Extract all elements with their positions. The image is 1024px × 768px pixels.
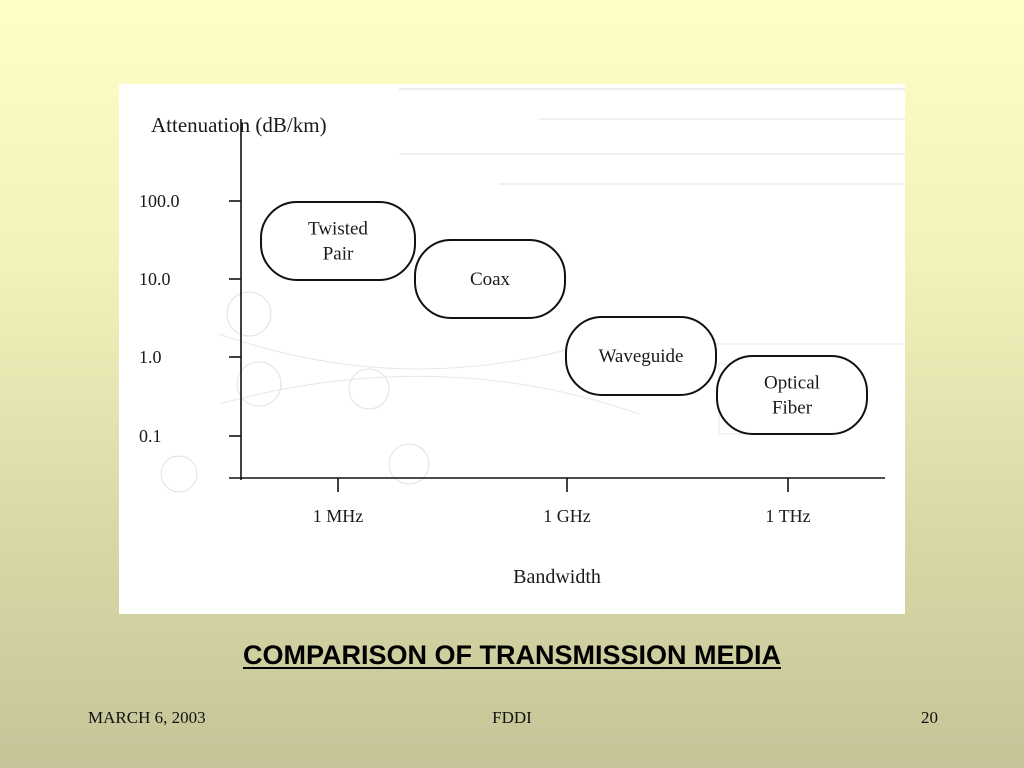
media-box-label: Twisted — [308, 218, 368, 240]
footer-date: MARCH 6, 2003 — [88, 708, 206, 727]
y-tick-label: 10.0 — [139, 269, 171, 289]
y-tick-label: 100.0 — [139, 191, 180, 211]
y-tick-label: 0.1 — [139, 426, 162, 446]
x-ticks — [313, 478, 811, 526]
x-axis-label: Bandwidth — [513, 566, 601, 588]
media-box — [566, 317, 716, 395]
media-box — [261, 202, 415, 280]
y-ticks — [139, 191, 241, 446]
footer-title: FDDI — [492, 708, 532, 727]
figure-svg — [119, 84, 905, 614]
media-box-label: Pair — [322, 243, 354, 265]
x-tick-label: 1 MHz — [312, 506, 364, 526]
caption-text: COMPARISON OF TRANSMISSION MEDIA — [242, 640, 781, 670]
media-box-label: Fiber — [771, 397, 813, 419]
x-tick-label: 1 THz — [765, 506, 811, 526]
y-tick-label: 1.0 — [139, 347, 162, 367]
x-tick-label: 1 GHz — [543, 506, 591, 526]
footer-page-number: 20 — [921, 708, 938, 727]
media-box — [415, 240, 565, 318]
media-box — [717, 356, 867, 434]
media-box-label: Coax — [469, 269, 511, 290]
slide-caption — [0, 640, 1024, 671]
media-box-label: Optical — [764, 372, 820, 394]
y-axis-label: Attenuation (dB/km) — [151, 113, 327, 137]
transmission-media-figure — [119, 84, 905, 614]
media-box-label: Waveguide — [598, 346, 684, 367]
